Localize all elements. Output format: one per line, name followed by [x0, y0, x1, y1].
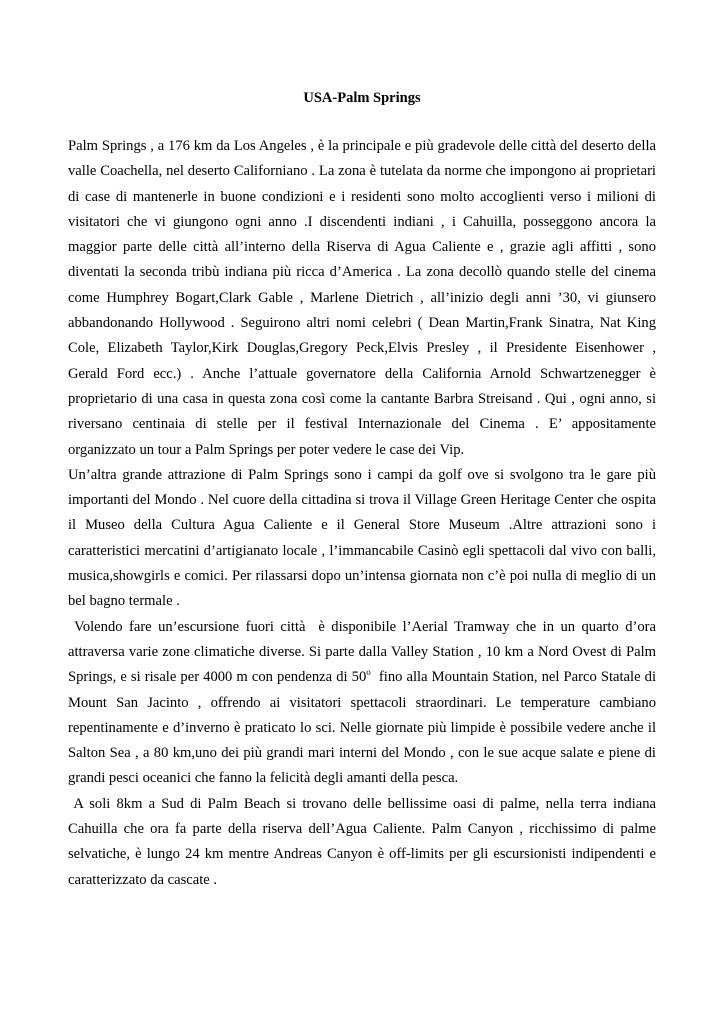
text-line: come Humphrey Bogart,Clark Gable , Marlene Dietrich , all’inizio degli anni ’30, vi giunsero — [68, 289, 656, 306]
text-line: caratteristici mercatini d’artigianato locale , l’immancabile Casinò egli spettacoli dal vivo con balli, — [68, 542, 656, 559]
text-line: diventati la seconda tribù indiana più ricca d’America . La zona decollò quando stelle del cinema — [68, 264, 656, 281]
document-title: USA-Palm Springs — [303, 90, 421, 106]
text-line: proprietario di una casa in questa zona così come la cantante Barbra Streisand . Qui , ogni anno, si — [68, 390, 656, 407]
paragraph-4 — [68, 792, 656, 893]
text-line: musica,showgirls e comici. Per rilassarsi dopo un’intensa giornata non c’è poi nulla di meglio di un — [68, 568, 656, 585]
paragraph-1 — [68, 134, 656, 463]
text-line: selvatiche, è lungo 24 km mentre Andreas Canyon è off-limits per gli escursionisti indipendenti e — [68, 846, 656, 863]
text-line: valle Coachella, nel deserto Californiano . La zona è tutelata da norme che impongono ai proprietari — [68, 163, 656, 180]
text-line: visitatori che vi giungono ogni anno .I discendenti indiani , i Cahuilla, posseggono ancora la — [68, 213, 656, 230]
text-line: repentinamente e d’inverno è praticato lo sci. Nelle giornate più limpide è possibile vedere anche il — [68, 719, 656, 736]
text-line: attraversa varie zone climatiche diverse. Si parte dalla Valley Station , 10 km a Nord Ovest di Palm — [68, 643, 656, 660]
degree-mark: o — [366, 667, 371, 678]
text-line: importanti del Mondo . Nel cuore della cittadina si trova il Village Green Heritage Center che ospita — [68, 492, 656, 509]
text-line: il Museo della Cultura Agua Caliente e il General Store Museum .Altre attrazioni sono i — [68, 517, 656, 534]
paragraph-2 — [68, 463, 656, 615]
document-body — [68, 134, 656, 893]
text-line: Cole, Elizabeth Taylor,Kirk Douglas,Gregory Peck,Elvis Presley , il Presidente Eisenhower , — [68, 340, 656, 357]
text-line: bel bagno termale . — [68, 593, 180, 610]
text-line: Gerald Ford ecc.) . Anche l’attuale governatore della California Arnold Schwartzenegger è — [68, 365, 656, 382]
text-line: Mount San Jacinto , offrendo ai visitatori spettacoli straordinari. Le temperature cambiano — [68, 694, 656, 711]
text-line: riversano centinaia di stelle per il festival Internazionale del Cinema . E’ appositamente — [68, 416, 656, 433]
paragraph-3 — [68, 615, 656, 792]
text-line: Palm Springs , a 176 km da Los Angeles , è la principale e più gradevole delle città del deserto della — [68, 138, 656, 154]
text-line: Un’altra grande attrazione di Palm Springs sono i campi da golf ove si svolgono tra le gare più — [68, 466, 656, 483]
text-line: Volendo fare un’escursione fuori città è disponibile l’Aerial Tramway che in un quarto d’ora — [68, 618, 656, 635]
text-line: grandi pesci oceanici che fanno la felicità degli amanti della pesca. — [68, 770, 459, 787]
text-line: di case di mantenerle in buone condizioni e i residenti sono molto accoglienti verso i milioni di — [68, 188, 656, 205]
text-line: Salton Sea , a 80 km,uno dei più grandi mari interni del Mondo , con le sue acque salate e piene di — [68, 745, 656, 762]
text-line: A soli 8km a Sud di Palm Beach si trovano delle bellissime oasi di palme, nella terra indiana — [68, 795, 656, 812]
text-line: organizzato un tour a Palm Springs per poter vedere le case dei Vip. — [68, 441, 465, 458]
text-line: Cahuilla che ora fa parte della riserva dell’Agua Caliente. Palm Canyon , ricchissimo di palme — [68, 821, 656, 838]
text-line: caratterizzato da cascate . — [68, 871, 218, 888]
text-line: maggior parte delle città all’interno della Riserva di Agua Caliente e , grazie agli affitti , sono — [68, 239, 656, 256]
text-segment: Springs, e si risale per 4000 m con pendenza di 50 — [68, 669, 367, 686]
text-line: abbandonando Hollywood . Seguirono altri nomi celebri ( Dean Martin,Frank Sinatra, Nat King — [68, 315, 656, 332]
text-line-with-degree — [68, 665, 656, 690]
text-segment: fino alla Mountain Station, nel Parco Statale di — [370, 669, 656, 686]
